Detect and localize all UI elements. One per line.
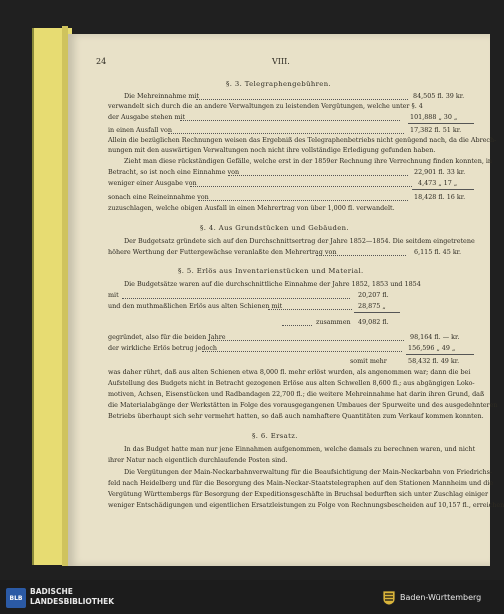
amount: 156,596 „ 49 „ (408, 344, 456, 352)
leader-dots (228, 175, 408, 176)
leader-dots (196, 99, 408, 100)
library-logo-badge[interactable]: BLB (6, 588, 26, 608)
page-number: 24 (96, 57, 107, 66)
text-line: Zieht man diese rückständigen Gefälle, welche erst in der 1859er Rechnung ihre Verrechnung finden konnten, in (124, 157, 493, 165)
amount: 58,432 fl. 49 kr. (408, 357, 460, 365)
text-line: Die Mehreinnahme mit (124, 92, 200, 100)
library-name-line2: LANDESBIBLIOTHEK (30, 597, 115, 606)
text-line: der wirkliche Erlös betrug jedoch (108, 344, 218, 352)
amount: 101,888 „ 30 „ (410, 113, 458, 121)
amount: 20,207 fl. (358, 291, 389, 299)
text-line: Der Budgetsatz gründete sich auf den Durchschnittsertrag der Jahre 1852—1854. Die seitdem eingetretene (124, 237, 475, 245)
leader-dots (180, 120, 400, 121)
section-heading-grounds: §. 4. Aus Grundstücken und Gebäuden. (200, 224, 349, 232)
text-line: verwandelt sich durch die an andere Verwaltungen zu leistenden Vergütungen, welche unter §. 4 (108, 102, 423, 110)
text-line: In das Budget hatte man nur jene Einnahmen aufgenommen, welche damals zu berechnen waren, und nicht (124, 445, 476, 453)
leader-dots (268, 309, 352, 310)
section-heading-telegraph: §. 3. Telegraphengebühren. (226, 80, 332, 88)
leader-dots (202, 351, 402, 352)
text-line: Betracht, so ist noch eine Einnahme von (108, 168, 240, 176)
sum-rule (412, 189, 474, 190)
text-line: weniger Entschädigungen und eigentlichen Ersatzleistungen zu Folge von Rechnungsbescheiden auf 10,157 fl., erreichen (108, 501, 504, 509)
label-more: somit mehr (350, 357, 387, 365)
text-line: nungen mit den auswärtigen Verwaltungen noch nicht ihre vollständige Erledigung gefunden haben. (108, 146, 436, 154)
text-line: in einen Ausfall von (108, 126, 172, 134)
leader-dots (168, 133, 404, 134)
book-page (68, 34, 504, 566)
leader-dots (208, 340, 404, 341)
text-line: zuzuschlagen, welche obigen Ausfall in einen Mehrertrag von über 1,000 fl. verwandelt. (108, 204, 395, 212)
leader-dots (122, 298, 350, 299)
leader-dots (282, 325, 312, 326)
amount: 22,901 fl. 33 kr. (414, 168, 466, 176)
text-line: der Ausgabe stehen mit (108, 113, 186, 121)
text-line: Aufstellung des Budgets nicht in Betracht gezogenen Erlöse aus alten Schwellen 8,600 fl.; aus abgängigen Loko- (108, 379, 475, 387)
sum-rule (406, 354, 474, 355)
amount: 17,382 fl. 51 kr. (410, 126, 462, 134)
page-content (68, 34, 504, 566)
text-line: höhere Werthung der Futtergewächse veranlaßte den Mehrertrag von (108, 248, 337, 256)
state-name[interactable]: Baden-Württemberg (400, 593, 482, 602)
text-line: was daher rührt, daß aus alten Schienen etwa 8,000 fl. mehr erlöst wurden, als angenommen war; dann die bei (108, 368, 471, 376)
amount: 6,115 fl. 45 kr. (414, 248, 462, 256)
amount: 49,082 fl. (358, 318, 389, 326)
label-total: zusammen (316, 318, 351, 326)
text-line: ihrer Natur nach eigentlich durchlaufende Posten sind. (108, 456, 288, 464)
amount: 4,473 „ 17 „ (418, 179, 458, 187)
leader-dots (316, 255, 406, 256)
library-name-line1: BADISCHE (30, 587, 73, 596)
text-line: weniger einer Ausgabe von (108, 179, 197, 187)
leader-dots (190, 186, 412, 187)
text-line: motiven, Achsen, Eisenstücken und Radbandagen 22,700 fl.; die weitere Mehreinnahme hat darin ihren Grund, daß (108, 390, 485, 398)
text-line: Die Vergütungen der Main-Neckarbahnverwaltung für die Beaufsichtigung der Main-Neckarbahn von Friedrichs- (124, 468, 493, 476)
state-coat-of-arms-icon (382, 590, 396, 606)
amount: 98,164 fl. — kr. (410, 333, 460, 341)
text-line: Allein die bezüglichen Rechnungen weisen das Ergebniß des Telegraphenbetriebs nicht genügend nach, da die Abrech- (108, 136, 497, 144)
leader-dots (198, 200, 408, 201)
section-heading-compensation: §. 6. Ersatz. (252, 432, 298, 440)
amount: 28,875 „ (358, 302, 386, 310)
sum-rule (408, 123, 474, 124)
text-line: gegründet, also für die beiden Jahre (108, 333, 226, 341)
text-line: Die Budgetsätze waren auf die durchschnittliche Einnahme der Jahre 1852, 1853 und 1854 (124, 280, 421, 288)
library-name[interactable] (30, 587, 114, 607)
text-line: feld nach Heidelberg und für die Besorgung des Main-Neckar-Staatstelegraphen auf den Stationen Mannheim und die (108, 479, 494, 487)
text-line: Betriebs überhaupt sich sehr vermehrt hatten, so daß auch namhaftere Quantitäten zum Verkauf kommen konnten. (108, 412, 484, 420)
text-line: mit (108, 291, 119, 299)
section-roman-numeral: VIII. (272, 57, 290, 66)
text-line: sonach eine Reineinnahme von (108, 193, 209, 201)
amount: 84,505 fl. 39 kr. (413, 92, 465, 100)
sum-rule (354, 312, 400, 313)
text-line: die Materialabgänge der Werkstätten in Folge des vorausgegangenen Umbaues der Spurweite und des ausgedehnteren (108, 401, 498, 409)
text-line: und den muthmaßlichen Erlös aus alten Schienen mit (108, 302, 283, 310)
amount: 18,428 fl. 16 kr. (414, 193, 466, 201)
text-line: Vergütung Württembergs für Besorgung der Expeditionsgeschäfte in Bruchsal bedurften sich unter Zuschlag einiger (108, 490, 489, 498)
section-heading-inventory: §. 5. Erlös aus Inventarienstücken und Material. (178, 267, 364, 275)
